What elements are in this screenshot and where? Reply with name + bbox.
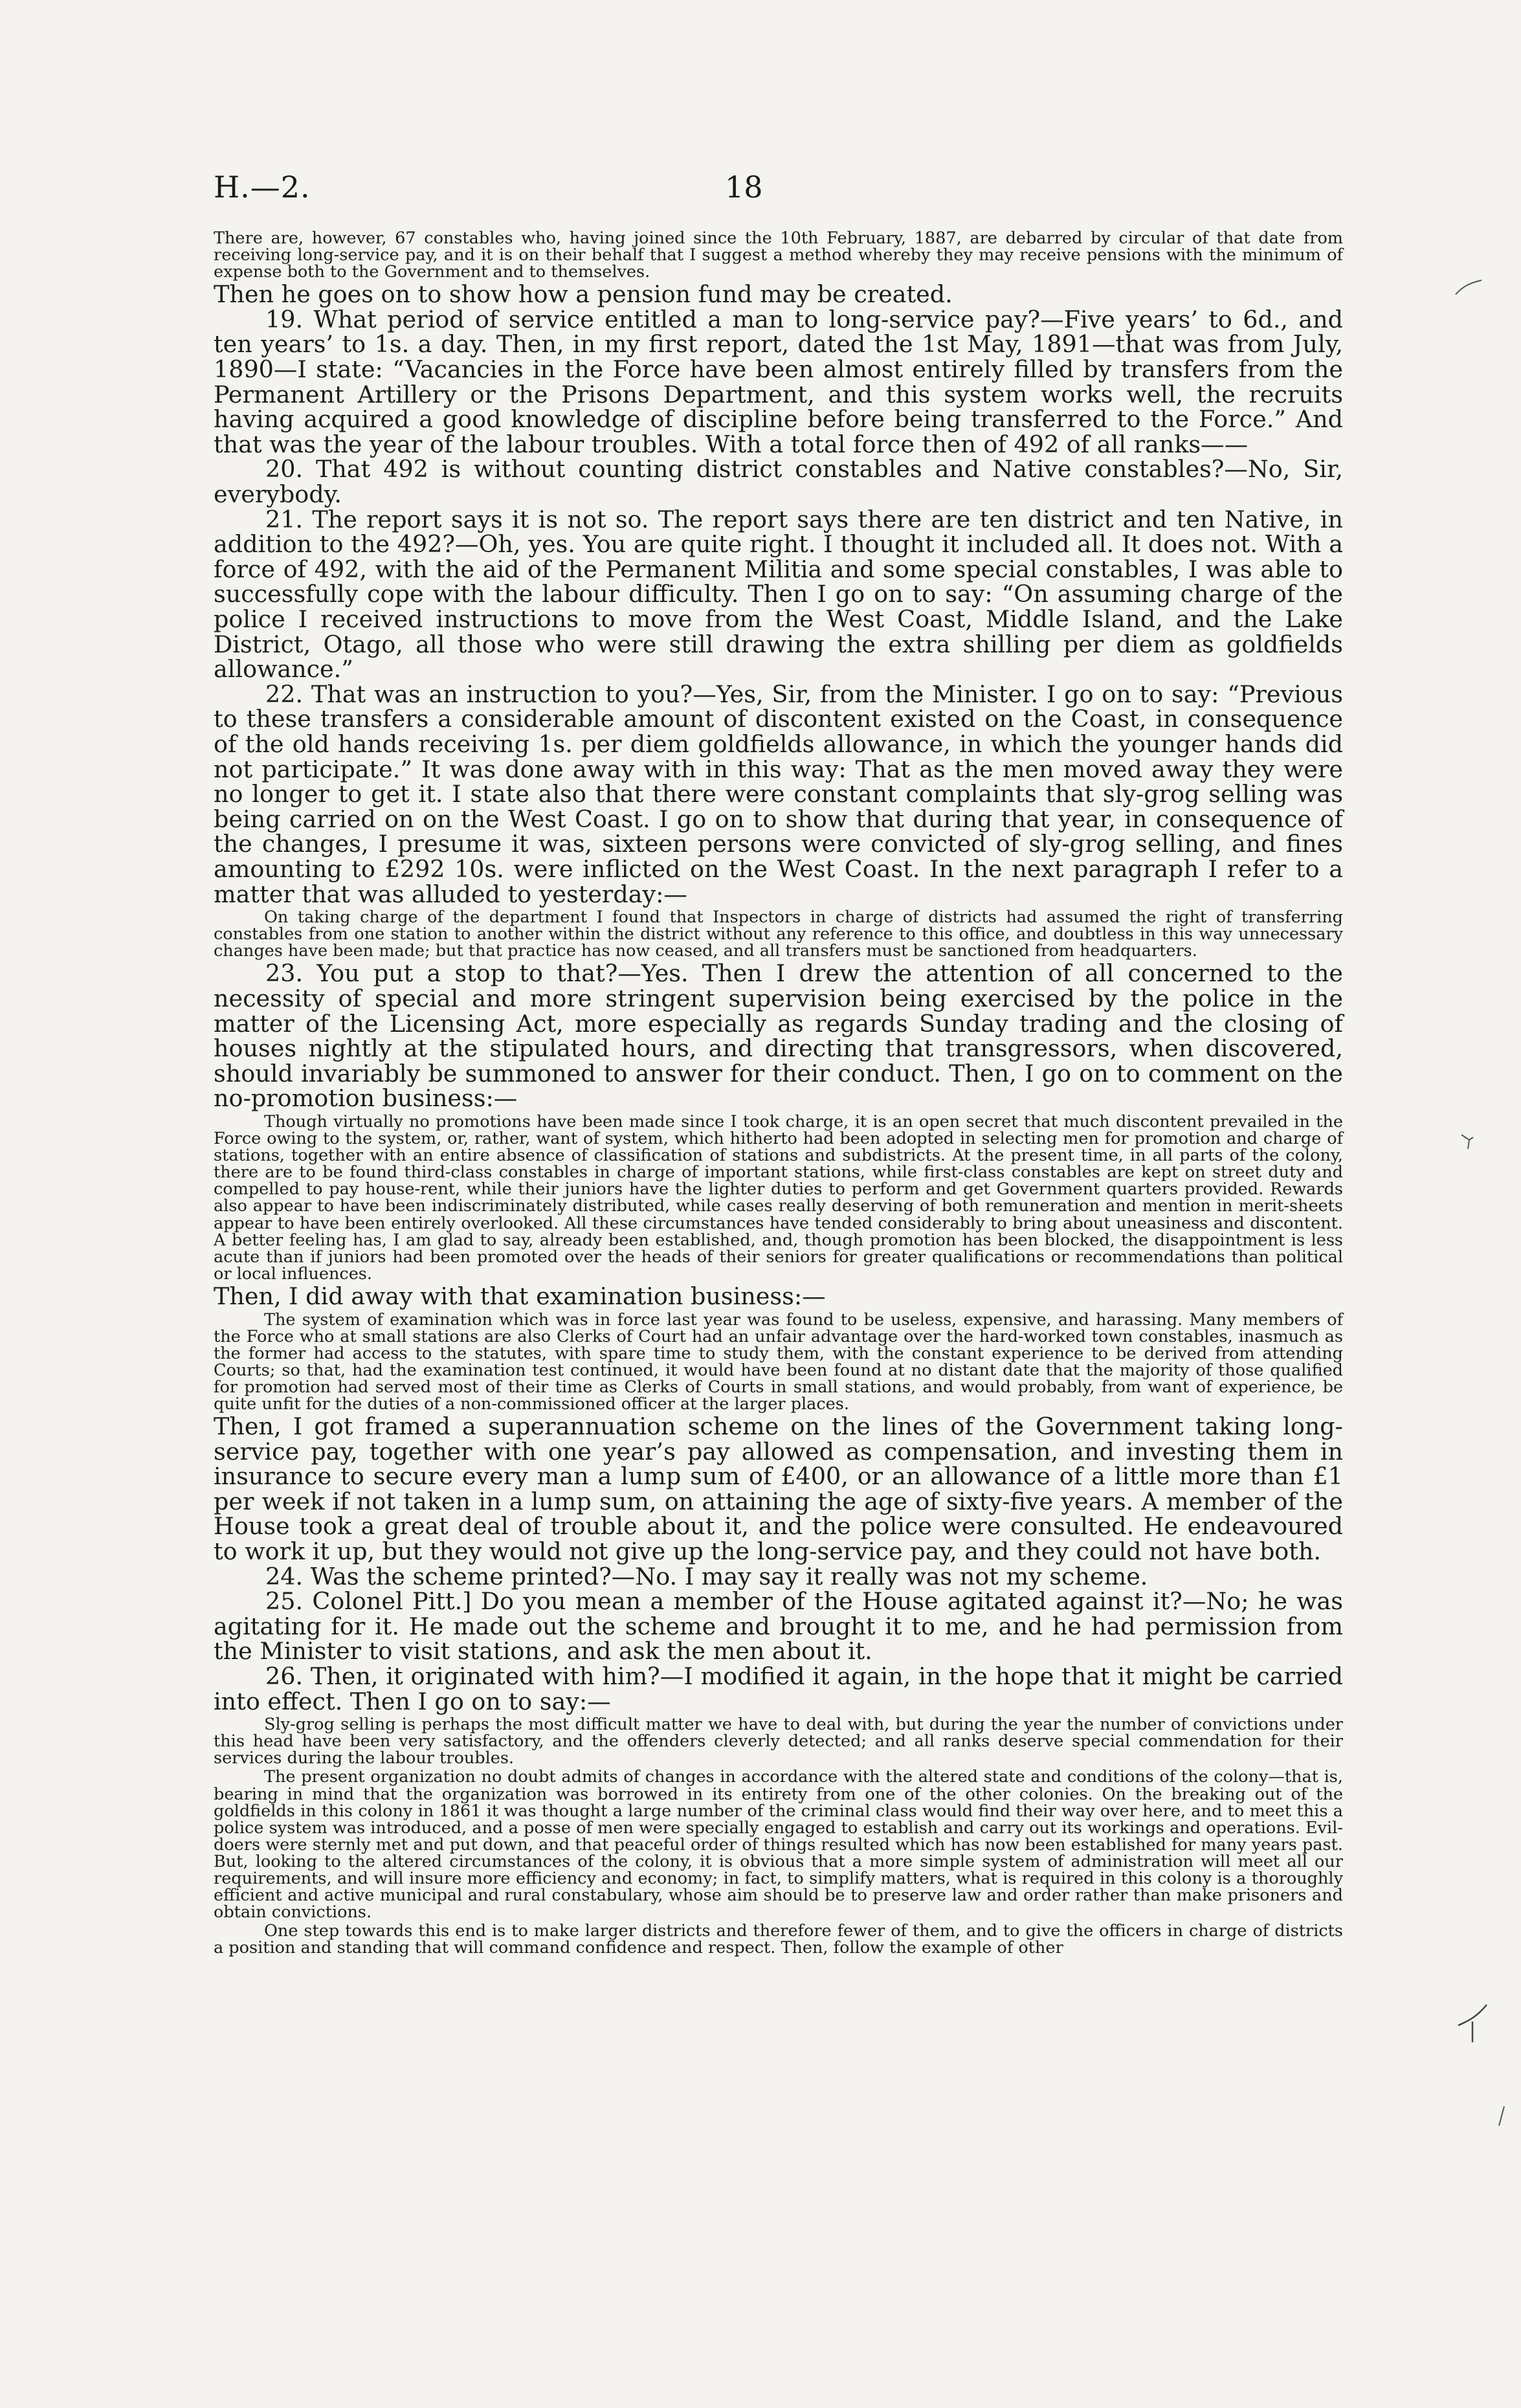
question-paragraph: 23. You put a stop to that?—Yes. Then I drew the attention of all concerned to the necessity of special and more stringent supervision being exercised by the police in the matter of the Licensing Act, more especially as regards Sunday trading and the closing of houses nightly at the stipulated hours, and directing that transgressors, when discovered, should invariably be summoned to answer for their conduct. Then, I go on to comment on the no-promotion business:— bbox=[214, 959, 1343, 1113]
body-paragraph: Then he goes on to show how a pension fund may be created. bbox=[214, 280, 953, 309]
question-paragraph: 19. What period of service entitled a man to long-service pay?—Five years’ to 6d., and ten years’ to 1s. a day. Then, in my first report, dated the 1st May, 1891—that was from July, 1890—I state: “Vacancies in the Force have been almost entirely filled by transfers from the Permanent Artillery or the Prisons Department, and this system works well, the recruits having acquired a good knowledge of discipline before being transferred to the Force.” And that was the year of the labour troubles. With a total force then of 492 of all ranks—— bbox=[214, 305, 1343, 458]
quoted-passage: On taking charge of the department I found that Inspectors in charge of districts had assumed the right of transferring constables from one station to another within the district without any reference to this office, and doubtless in this way unnecessary changes have been made; but that practice has now ceased, and all transfers must be sanctioned from headquarters. bbox=[214, 908, 1343, 961]
quoted-passage: The present organization no doubt admits of changes in accordance with the altered state and conditions of the colony—that is, bearing in mind that the organization was borrowed in its entirety from one of the other colonies. On the breaking out of the goldfields in this colony in 1861 it was thought a large number of the criminal class would find their way over here, and to meet this a police system was introduced, and a posse of men were specially engaged to establish and carry out its workings and operations. Evil-doers were sternly met and put down, and that peaceful order of things resulted which has now been established for many years past. But, looking to the altered circumstances of the colony, it is obvious that a more simple system of administration will meet all our requirements, and will insure more efficiency and economy; in fact, to simplify matters, what is required in this colony is a thoroughly efficient and active municipal and rural constabulary, whose aim should be to preserve law and order rather than make prisoners and obtain convictions. bbox=[214, 1767, 1343, 1923]
quoted-passage: The system of examination which was in force last year was found to be useless, expensive, and harassing. Many members of the Force who at small stations are also Clerks of Court had an unfair advantage over the hard-worked town constables, inasmuch as the former had access to the statutes, with spare time to study them, with the constant experience to be derived from attending Courts; so that, had the examination test continued, it would have been found at no distant date that the majority of those qualified for promotion had served most of their time as Clerks of Courts in small stations, and would probably, from want of experience, be quite unfit for the duties of a non-commissioned officer at the larger places. bbox=[214, 1310, 1343, 1414]
body-paragraph: Then, I got framed a superannuation scheme on the lines of the Government taking long-service pay, together with one year’s pay allowed as compensation, and investing them in insurance to secure every man a lump sum of £400, or an allowance of a little more than £1 per week if not taken in a lump sum, on attaining the age of sixty-five years. A member of the House took a great deal of trouble about it, and the police were consulted. He endeavoured to work it up, but they would not give up the long-service pay, and they could not have both. bbox=[214, 1412, 1343, 1566]
document-reference: H.—2. bbox=[214, 170, 311, 205]
pencil-mark bbox=[1495, 2104, 1508, 2130]
question-paragraph: 26. Then, it originated with him?—I modified it again, in the hope that it might be carried into effect. Then I go on to say:— bbox=[214, 1662, 1343, 1715]
quoted-passage: Sly-grog selling is perhaps the most difficult matter we have to deal with, but during the year the number of convictions under this head have been very satisfactory, and the offenders cleverly detected; and all ranks deserve special commendation for their services during the labour troubles. bbox=[214, 1715, 1343, 1768]
quoted-passage: Though virtually no promotions have been made since I took charge, it is an open secret that much discontent prevailed in the Force owing to the system, or, rather, want of system, which hitherto had been adopted in selecting men for promotion and charge of stations, together with an entire absence of classification of stations and subdistricts. At the present time, in all parts of the colony, there are to be found third-class constables in charge of important stations, while first-class constables are kept on street duty and compelled to pay house-rent, while their juniors have the lighter duties to perform and get Government quarters provided. Rewards also appear to have been indiscriminately distributed, while cases really deserving of both remuneration and mention in merit-sheets appear to have been entirely overlooked. All these circumstances have tended considerably to bring about uneasiness and discontent. A better feeling has, I am glad to say, already been established, and, though promotion has been blocked, the disappointment is less acute than if juniors had been promoted over the heads of their seniors for greater qualifications or recommendations than political or local influences. bbox=[214, 1111, 1343, 1284]
question-paragraph: 22. That was an instruction to you?—Yes, Sir, from the Minister. I go on to say: “Previous to these transfers a considerable amount of discontent existed on the Coast, in consequence of the old hands receiving 1s. per diem goldfields allowance, in which the younger hands did not participate.” It was done away with in this way: That as the men moved away they were no longer to get it. I state also that there were constant complaints that sly-grog selling was being carried on on the West Coast. I go on to show that during that year, in consequence of the changes, I presume it was, sixteen persons were convicted of sly-grog selling, and fines amounting to £292 10s. were inflicted on the West Coast. In the next paragraph I refer to a matter that was alluded to yesterday:— bbox=[214, 680, 1343, 908]
question-paragraph: 24. Was the scheme printed?—No. I may say it really was not my scheme. bbox=[265, 1562, 1148, 1590]
quoted-passage: There are, however, 67 constables who, having joined since the 10th February, 1887, are debarred by circular of that date from receiving long-service pay, and it is on their behalf that I suggest a method whereby they may receive pensions with the minimum of expense both to the Government and to themselves. bbox=[214, 229, 1343, 282]
pencil-mark bbox=[1453, 1997, 1492, 2049]
pencil-mark bbox=[1456, 1130, 1482, 1155]
pencil-mark bbox=[1453, 275, 1485, 301]
question-paragraph: 21. The report says it is not so. The report says there are ten district and ten Native, in addition to the 492?—Oh, yes. You are quite right. I thought it included all. It does not. With a force of 492, with the aid of the Permanent Militia and some special constables, I was able to successfully cope with the labour difficulty. Then I go on to say: “On assuming charge of the police I received instructions to move from the West Coast, Middle Island, and the Lake District, Otago, all those who were still drawing the extra shilling per diem as goldfields allowance.” bbox=[214, 505, 1343, 684]
page-header bbox=[214, 170, 1340, 208]
question-paragraph: 20. That 492 is without counting district constables and Native constables?—No, Sir, everybody. bbox=[214, 455, 1343, 509]
page-body bbox=[214, 228, 1343, 1959]
body-paragraph: Then, I did away with that examination business:— bbox=[214, 1282, 826, 1310]
quoted-passage: One step towards this end is to make larger districts and therefore fewer of them, and to give the officers in charge of districts a position and standing that will command confidence and respect. Then, follow the example of other bbox=[214, 1921, 1343, 1958]
page-number: 18 bbox=[725, 170, 763, 205]
question-paragraph: 25. Colonel Pitt.] Do you mean a member of the House agitated against it?—No; he was agitating for it. He made out the scheme and brought it to me, and he had permission from the Minister to visit stations, and ask the men about it. bbox=[214, 1587, 1343, 1666]
